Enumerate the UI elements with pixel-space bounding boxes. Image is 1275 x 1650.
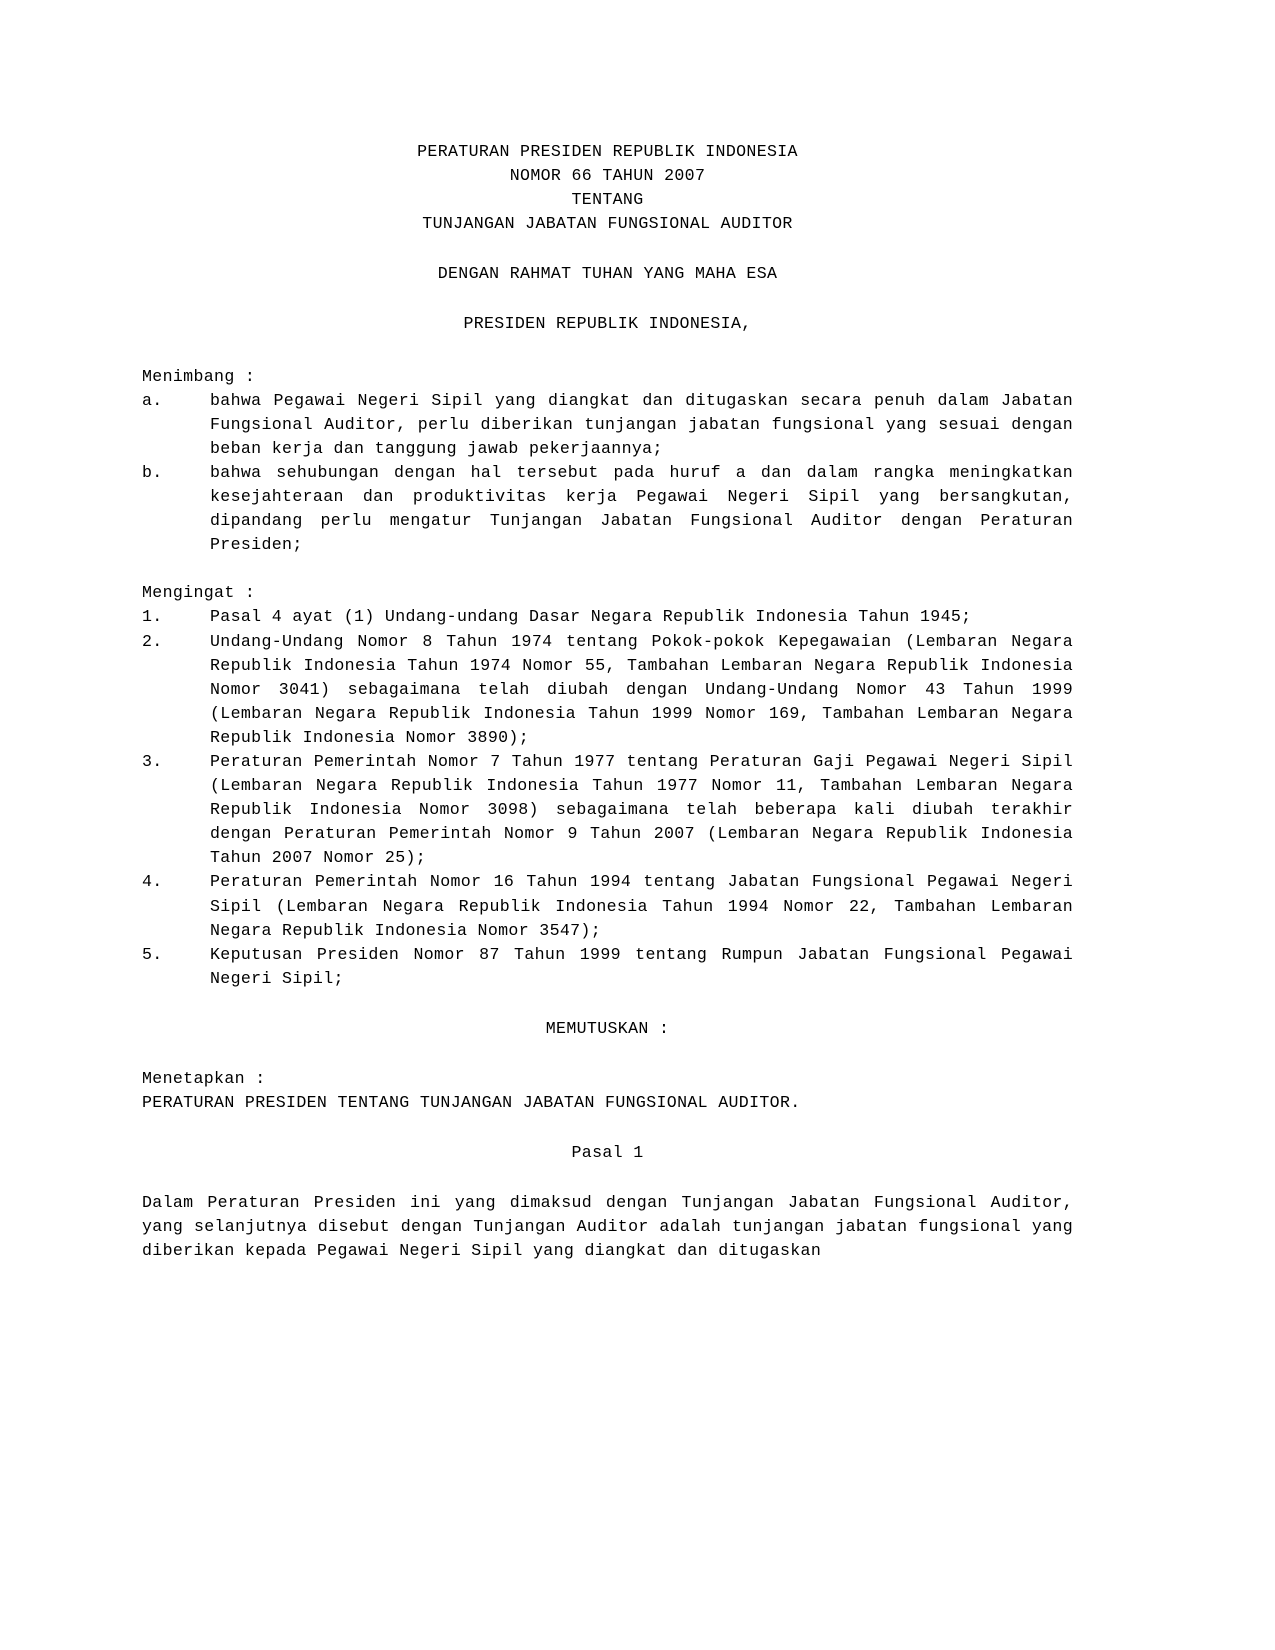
- considering-item-a-marker: a.: [142, 390, 163, 410]
- spacer: [142, 557, 1073, 581]
- spacer: [142, 1165, 1073, 1191]
- recalling-item-5: [142, 943, 1073, 991]
- recalling-item-5-text: Keputusan Presiden Nomor 87 Tahun 1999 tentang Rumpun Jabatan Fungsional Pegawai Negeri Sipil;: [210, 944, 1073, 988]
- recalling-item-2-text: Undang-Undang Nomor 8 Tahun 1974 tentang Pokok-pokok Kepegawaian (Lembaran Negara Republik Indonesia Tahun 1974 Nomor 55, Tambahan Lembaran Negara Republik Indonesia Nomor 3041) sebagaimana telah diubah dengan Undang-Undang Nomor 43 Tahun 1999 (Lembaran Negara Republik Indonesia Tahun 1999 Nomor 169, Tambahan Lembaran Negara Republik Indonesia Nomor 3890);: [210, 631, 1073, 747]
- title-block: [142, 140, 1073, 236]
- considering-item-b-text: bahwa sehubungan dengan hal tersebut pada huruf a dan dalam rangka meningkatkan kesejahteraan dan produktivitas kerja Pegawai Negeri Sipil yang bersangkutan, dipandang perlu mengatur Tunjangan Jabatan Fungsional Auditor dengan Peraturan Presiden;: [210, 462, 1073, 555]
- decides-heading: MEMUTUSKAN :: [545, 1018, 670, 1038]
- article-heading: Pasal 1: [571, 1143, 644, 1163]
- recalling-item-4-text: Peraturan Pemerintah Nomor 16 Tahun 1994 tentang Jabatan Fungsional Pegawai Negeri Sipil (Lembaran Negara Republik Indonesia Tahun 1994 Nomor 22, Tambahan Lembaran Negara Republik Indonesia Nomor 3547);: [210, 872, 1073, 940]
- stipulating-label: Menetapkan :: [142, 1069, 266, 1088]
- considering-item-b-marker: b.: [142, 462, 163, 482]
- article-body: Dalam Peraturan Presiden ini yang dimaksud dengan Tunjangan Jabatan Fungsional Auditor, yang selanjutnya disebut dengan Tunjangan Auditor adalah tunjangan jabatan fungsional yang diberikan kepada Pegawai Negeri Sipil yang diangkat dan ditugaskan: [142, 1193, 1073, 1261]
- recalling-item-1-marker: 1.: [142, 607, 163, 627]
- issuer-line: PRESIDEN REPUBLIK INDONESIA,: [463, 314, 752, 334]
- spacer: [142, 337, 1073, 365]
- recalling-item-2: [142, 630, 1073, 750]
- considering-item-a: [142, 389, 1073, 461]
- recalling-item-3-marker: 3.: [142, 751, 163, 771]
- spacer: [142, 1115, 1073, 1141]
- title-line-tentang: TENTANG: [571, 190, 644, 210]
- document-content: [142, 140, 1073, 1264]
- recalling-item-1: [142, 605, 1073, 629]
- title-line-number: NOMOR 66 TAHUN 2007: [509, 166, 706, 186]
- recalling-item-2-marker: 2.: [142, 631, 163, 651]
- recalling-item-4: [142, 870, 1073, 942]
- title-line-regulation: PERATURAN PRESIDEN REPUBLIK INDONESIA: [417, 142, 798, 161]
- considering-item-b: [142, 461, 1073, 557]
- recalling-item-4-marker: 4.: [142, 872, 163, 892]
- recalling-item-5-marker: 5.: [142, 944, 163, 964]
- title-line-subject: TUNJANGAN JABATAN FUNGSIONAL AUDITOR: [422, 214, 793, 234]
- considering-label: Menimbang :: [142, 366, 256, 386]
- invocation-line: DENGAN RAHMAT TUHAN YANG MAHA ESA: [437, 264, 778, 284]
- spacer: [142, 236, 1073, 262]
- stipulating-text: PERATURAN PRESIDEN TENTANG TUNJANGAN JABATAN FUNGSIONAL AUDITOR.: [142, 1093, 801, 1113]
- recalling-item-3-text: Peraturan Pemerintah Nomor 7 Tahun 1977 tentang Peraturan Gaji Pegawai Negeri Sipil (Lembaran Negara Republik Indonesia Tahun 1977 Nomor 11, Tambahan Lembaran Negara Republik Indonesia Nomor 3098) sebagaimana telah beberapa kali diubah terakhir dengan Peraturan Pemerintah Nomor 9 Tahun 2007 (Lembaran Negara Republik Indonesia Tahun 2007 Nomor 25);: [210, 751, 1073, 868]
- recalling-label: Mengingat :: [142, 583, 256, 603]
- spacer: [142, 286, 1073, 312]
- spacer: [142, 1041, 1073, 1067]
- recalling-item-3: [142, 750, 1073, 870]
- considering-item-a-text: bahwa Pegawai Negeri Sipil yang diangkat dan ditugaskan secara penuh dalam Jabatan Fungsional Auditor, perlu diberikan tunjangan jabatan fungsional yang sesuai dengan beban kerja dan tanggung jawab pekerjaannya;: [210, 390, 1073, 458]
- recalling-item-1-text: Pasal 4 ayat (1) Undang-undang Dasar Negara Republik Indonesia Tahun 1945;: [210, 607, 972, 627]
- spacer: [142, 991, 1073, 1017]
